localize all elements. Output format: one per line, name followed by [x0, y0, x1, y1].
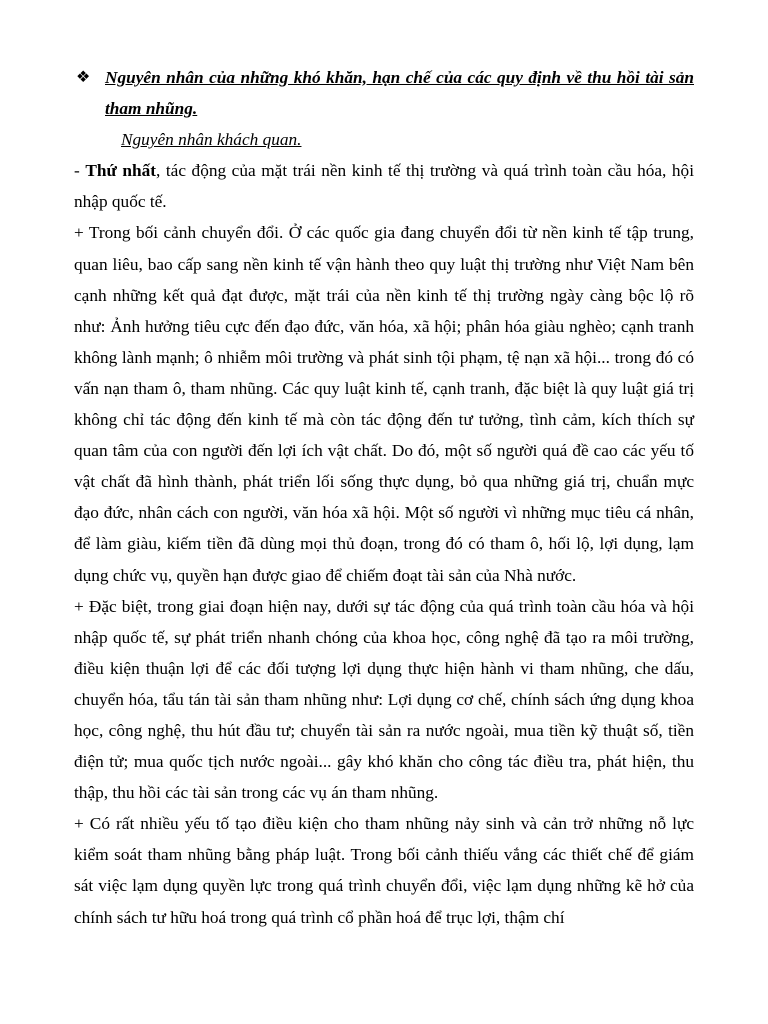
paragraph-bold-lead: Thứ nhất	[85, 161, 156, 181]
paragraph-contributing-factors: + Có rất nhiều yếu tố tạo điều kiện cho tham nhũng nảy sinh và cản trở những nỗ lực kiểm soát tham nhũng bằng pháp luật. Trong bối cảnh thiếu vắng các thiết chế để giám sát việc lạm dụng quyền lực trong quá trình chuyển đổi, việc lạm dụng những kẽ hở của chính sách tư hữu hoá trong quá trình cổ phần hoá để trục lợi, thậm chí	[74, 814, 694, 927]
paragraph-prefix: -	[74, 161, 86, 181]
section-heading-text: Nguyên nhân của những khó khăn, hạn chế của các quy định về thu hồi tài sản tham nhũng.	[105, 68, 694, 119]
paragraph-transition-context: + Trong bối cảnh chuyển đổi. Ở các quốc gia đang chuyển đổi từ nền kinh tế tập trung, quan liêu, bao cấp sang nền kinh tế vận hành theo quy luật thị trường như Việt Nam bên cạnh những kết quả đạt được, mặt trái của nền kinh tế thị trường ngày càng bộc lộ rõ như: Ảnh hưởng tiêu cực đến đạo đức, văn hóa, xã hội; phân hóa giàu nghèo; cạnh tranh không lành mạnh; ô nhiễm môi trường và phát sinh tội phạm, tệ nạn xã hội... trong đó có vấn nạn tham ô, tham nhũng. Các quy luật kinh tế, cạnh tranh, đặc biệt là quy luật giá trị không chỉ tác động đến kinh tế mà còn tác động đến tư tưởng, tình cảm, kích thích sự quan tâm của con người đến lợi ích vật chất. Do đó, một số người quá đề cao các yếu tố vật chất đã hình thành, phát triển lối sống thực dụng, bỏ qua những giá trị, chuẩn mực đạo đức, nhân cách con người, văn hóa xã hội. Một số người vì những mục tiêu cá nhân, để làm giàu, kiếm tiền đã dùng mọi thủ đoạn, trong đó có tham ô, hối lộ, lợi dụng, lạm dụng chức vụ, quyền hạn được giao để chiếm đoạt tài sản của Nhà nước.	[74, 223, 694, 585]
section-heading	[74, 62, 694, 124]
diamond-bullet-icon: ❖	[76, 69, 91, 86]
subheading: Nguyên nhân khách quan.	[121, 130, 302, 150]
paragraph-first-cause	[74, 155, 694, 217]
paragraph-globalization: + Đặc biệt, trong giai đoạn hiện nay, dưới sự tác động của quá trình toàn cầu hóa và hội nhập quốc tế, sự phát triển nhanh chóng của khoa học, công nghệ đã tạo ra môi trường, điều kiện thuận lợi để các đối tượng lợi dụng thực hiện hành vi tham nhũng, che dấu, chuyển hóa, tẩu tán tài sản tham nhũng như: Lợi dụng cơ chế, chính sách ứng dụng khoa học, công nghệ, thu hút đầu tư; chuyển tài sản ra nước ngoài, mua tiền kỹ thuật số, tiền điện tử; mua quốc tịch nước ngoài... gây khó khăn cho công tác điều tra, phát hiện, thu thập, thu hồi các tài sản trong các vụ án tham nhũng.	[74, 596, 694, 803]
paragraph-text: , tác động của mặt trái nền kinh tế thị trường và quá trình toàn cầu hóa, hội nhập quốc tế.	[74, 161, 694, 212]
document-page	[74, 62, 694, 933]
